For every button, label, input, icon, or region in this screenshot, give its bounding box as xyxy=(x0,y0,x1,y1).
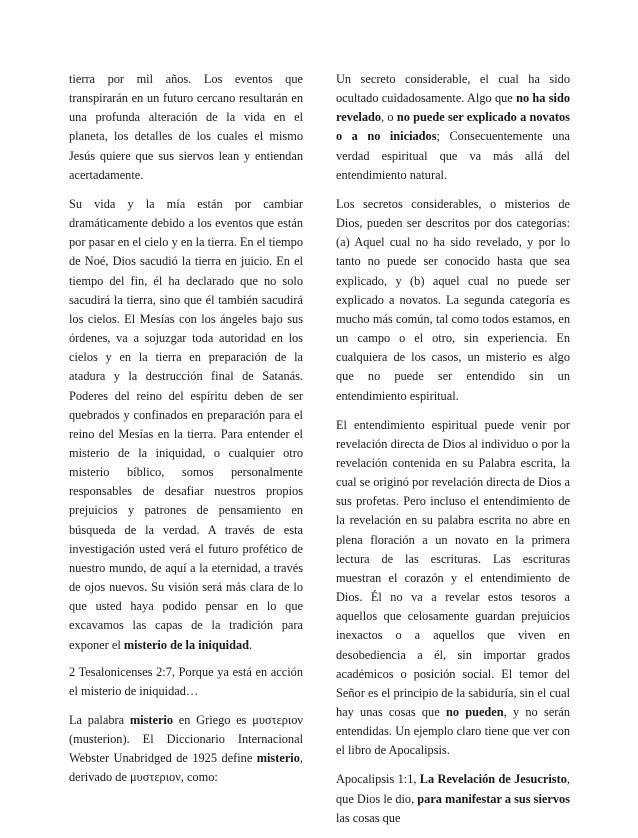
bold-phrase: La Revelación de Jesucristo xyxy=(419,772,567,787)
right-column xyxy=(336,70,570,838)
bold-word: misterio xyxy=(256,751,300,766)
paragraph-word-definition xyxy=(69,711,303,788)
paragraph-text: 2 Tesalonicenses 2:7, Porque ya está en acción el misterio de iniquidad… xyxy=(69,664,303,698)
paragraph-text: las cosas que xyxy=(336,810,401,825)
bold-phrase: no puede ser explicado a novatos o a no iniciados xyxy=(336,110,570,144)
paragraph-intro-continuation xyxy=(69,70,303,185)
bold-phrase: misterio de la iniquidad xyxy=(123,637,250,652)
paragraph-text: , o xyxy=(381,110,397,125)
paragraph-text: Su vida y la mía están por cambiar dramáticamente debido a los eventos que están por pasar en el cielo y en la tierra. En el tiempo de Noé, Dios sacudió la tierra en juicio. En el tiempo del fin, él ha declarado que no solo sacudirá la tierra, sino que él también sacudirá los cielos. El Mesías con los ángeles bajo sus órdenes, va a sojuzgar toda autoridad en los cielos y en la tierra en preparación de la atadura y la destrucción final de Satanás. Poderes del reino del espíritu deben de ser quebrados y confinados en preparación para el reino del Mesías en la tierra. Para entender el misterio de la iniquidad, o cualquier otro misterio bíblico, somos personalmente responsables de desafiar nuestros propios prejuicios y patrones de pensamiento en búsqueda de la verdad. A través de esta investigación usted verá el futuro profético de nuestro mundo, de aquí a la eternidad, a través de ojos nuevos. Su visión será más clara de lo que usted haya podido pensar en lo que excavamos las capas de la tradición para exponer el xyxy=(69,196,303,652)
paragraph-definition-quote xyxy=(336,70,570,185)
paragraph-text: La palabra xyxy=(69,713,130,727)
paragraph-text: Apocalipsis 1:1, xyxy=(336,772,420,787)
paragraph-life-changes xyxy=(69,195,303,655)
paragraph-text: . xyxy=(249,637,253,652)
paragraph-secret-categories xyxy=(336,195,570,406)
bold-phrase: no pueden xyxy=(445,705,504,719)
paragraph-text: El entendimiento espiritual puede venir por revelación directa de Dios al individuo o por la revelación contenida en su Palabra escrita, la cual se originó por revelación directa de Dios a sus profetas. Pero incluso el entendimiento de la revelación en su palabra escrita no abre en plena floración a un novato en la primera lectura de las escrituras. Las escrituras muestran el corazón y el entendimiento de Dios. Él no va a revelar estos tesoros a aquellos que celosamente guardan prejuicios inexactos o a aquellos que viven en desobediencia a él, sin importar grados académicos o posición social. El temor del Señor es el principio de la sabiduría, sin el cual hay unas cosas que xyxy=(336,417,570,719)
paragraph-text: ; Consecuentemente una verdad espiritual que va más allá del entendimiento natural. xyxy=(336,129,570,182)
bold-word: misterio xyxy=(129,713,174,727)
paragraph-text: , y no serán entendidas. Un ejemplo claro tiene que ver con el libro de Apocalipsis. xyxy=(336,705,571,758)
bold-phrase: para manifestar a sus siervos xyxy=(417,791,570,806)
paragraph-spiritual-understanding xyxy=(336,416,570,761)
left-column xyxy=(69,70,303,798)
paragraph-text: , derivado de μυστεριον, como: xyxy=(69,751,303,785)
paragraph-text: en Griego es μυστεριον (musterion). El Diccionario Internacional Webster Unabridged de 1925 define xyxy=(69,713,303,766)
paragraph-text: Los secretos considerables, o misterios de Dios, pueden ser descritos por dos categorías: (a) Aquel cual no ha sido revelado, y por lo tanto no puede ser conocido hasta que sea explicado, y (b) aquel cual no puede ser explicado a novatos. La segunda categoría es mucho más común, tal como todos estamos, en un campo o el otro, sin experiencia. En cualquiera de los casos, un misterio es algo que no puede ser entendido sin un entendimiento espiritual. xyxy=(336,196,570,403)
paragraph-text: tierra por mil años. Los eventos que transpirarán en un futuro cercano resultarán en una profunda alteración de la vida en el planeta, los detalles de los cuales el mismo Jesús quiere que sus siervos lean y entiendan acertadamente. xyxy=(69,72,303,182)
paragraph-text: , que Dios le dio, xyxy=(336,772,570,806)
paragraph-apocalypse-verse xyxy=(336,770,570,827)
bold-phrase: no ha sido revelado xyxy=(336,91,570,125)
paragraph-scripture-quote xyxy=(69,663,303,701)
paragraph-text: Un secreto considerable, el cual ha sido ocultado cuidadosamente. Algo que xyxy=(336,72,570,106)
